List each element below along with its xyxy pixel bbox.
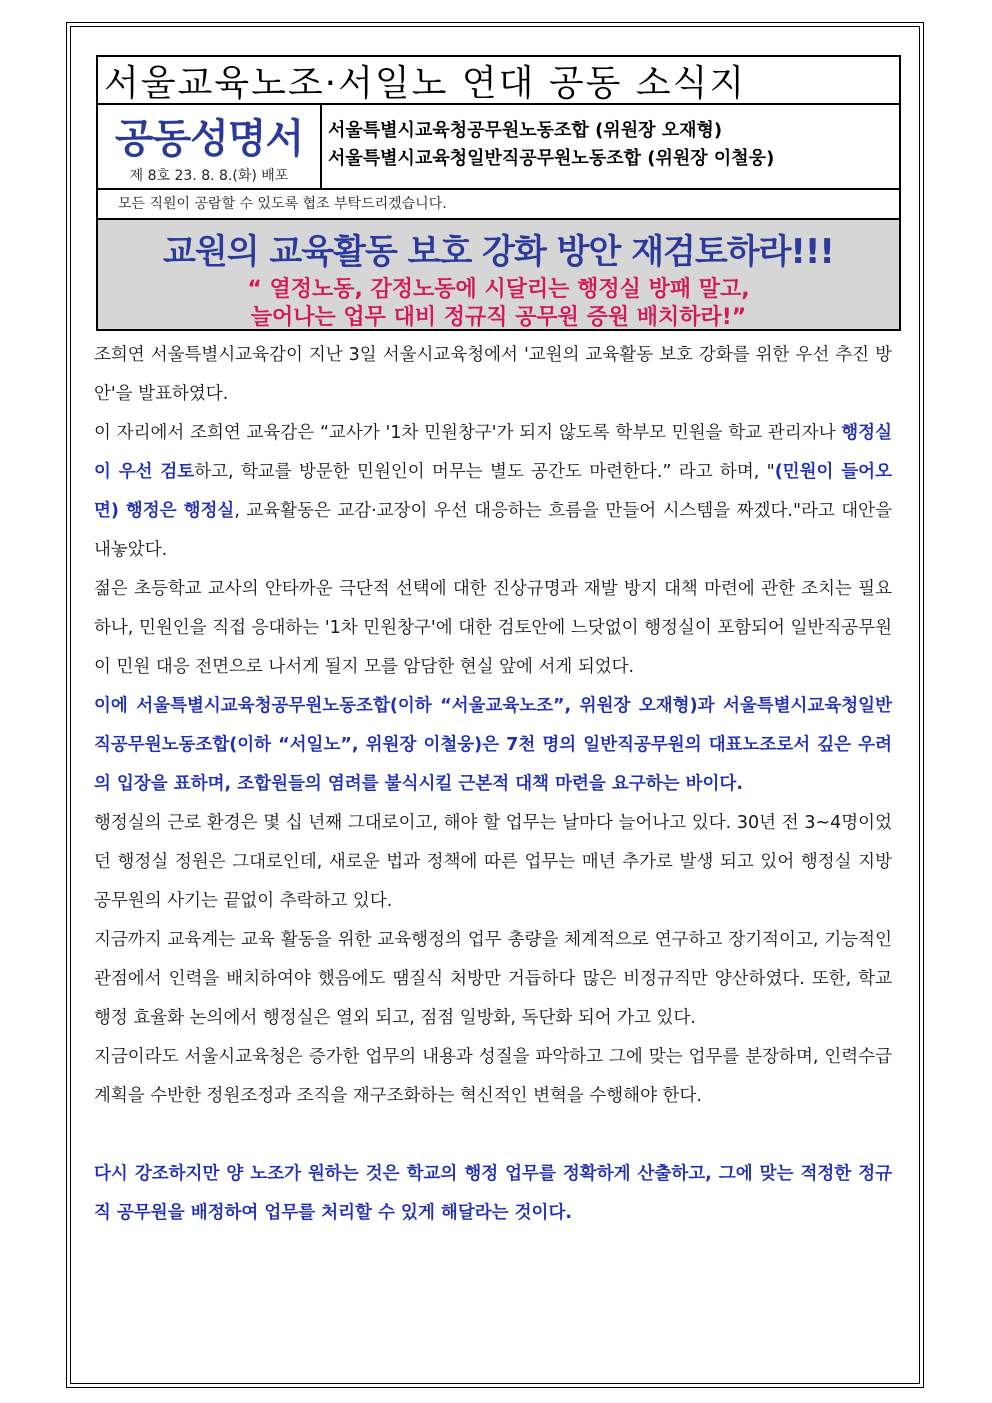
issue-info: 제 8호 23. 8. 8.(화) 배포 <box>129 168 289 184</box>
paragraph-2-part-1: 이 자리에서 조희연 교육감은 “교사가 '1차 민원창구'가 되지 않도록 학부모 민원을 학교 관리자나 <box>94 423 842 443</box>
paragraph-2-part-2: 하고, 학교를 방문한 민원인이 머무는 별도 공간도 마련한다.” 라고 하며, " <box>194 462 775 482</box>
statement-title: 공동성명서 <box>114 116 304 162</box>
paragraph-7: 지금이라도 서울시교육청은 증가한 업무의 내용과 성질을 파악하고 그에 맞는 업무를 분장하며, 인력수급계획을 수반한 정원조정과 조직을 재구조화하는 혁신적인 변혁을 수행해야 한다. <box>94 1047 892 1106</box>
paragraph-4-highlight: 이에 서울특별시교육청공무원노동조합(이하 “서울교육노조”, 위원장 오재형)과 서울특별시교육청일반직공무원노동조합(이하 “서일노”, 위원장 이철웅)은 7천 명의 일반직공무원의 대표노조로서 깊은 우려의 입장을 표하며, 조합원들의 염려를 불식시킬 근본적 대책 마련을 요구하는 바이다. <box>94 696 892 794</box>
headline-box <box>98 220 899 329</box>
paragraph-1: 조희연 서울특별시교육감이 지난 3일 서울시교육청에서 '교원의 교육활동 보호 강화를 위한 우선 추진 방안'을 발표하였다. <box>94 345 892 404</box>
closing-paragraph: 다시 강조하지만 양 노조가 원하는 것은 학교의 행정 업무를 정확하게 산출하고, 그에 맞는 적정한 정규직 공무원을 배정하여 업무를 처리할 수 있게 해달라는 것이다. <box>94 1164 892 1223</box>
union-name-1: 서울특별시교육청공무원노동조합 (위원장 오재형) <box>328 120 723 141</box>
newsletter-header <box>96 55 901 331</box>
paragraph-2-part-3: , 교육활동은 교감·교장이 우선 대응하는 흐름을 만들어 시스템을 짜겠다."라고 대안을 내놓았다. <box>94 501 892 560</box>
spacer <box>94 1116 892 1155</box>
paragraph-5: 행정실의 근로 환경은 몇 십 년째 그대로이고, 해야 할 업무는 날마다 늘어나고 있다. 30년 전 3~4명이었던 행정실 정원은 그대로인데, 새로운 법과 정책에 따른 업무는 매년 추가로 발생 되고 있어 행정실 지방공무원의 사기는 끝없이 추락하고 있다. <box>94 813 892 911</box>
paragraph-2-highlight-1: 행정실이 우선 검토 <box>94 423 892 482</box>
notice-text: 모든 직원이 공람할 수 있도록 협조 부탁드리겠습니다. <box>98 190 899 220</box>
paragraph-3: 젊은 초등학교 교사의 안타까운 극단적 선택에 대한 진상규명과 재발 방지 대책 마련에 관한 조치는 필요하나, 민원인을 직접 응대하는 '1차 민원창구'에 대한 검토안에 느닷없이 행정실이 포함되어 일반직공무원이 민원 대응 전면으로 나서게 될지 모를 암담한 현실 앞에 서게 되었다. <box>94 579 892 677</box>
subheadline-2: 늘어나는 업무 대비 정규직 공무원 증원 배치하라!” <box>250 305 747 330</box>
masthead-text: 서울교육노조·서일노 연대 공동 소식지 <box>104 62 747 104</box>
headline: 교원의 교육활동 보호 강화 방안 재검토하라!!! <box>163 232 834 272</box>
union-name-2: 서울특별시교육청일반직공무원노동조합 (위원장 이철웅) <box>328 148 775 169</box>
unions-box <box>322 105 899 190</box>
paragraph-6: 지금까지 교육계는 교육 활동을 위한 교육행정의 업무 총량을 체계적으로 연구하고 장기적이고, 기능적인 관점에서 인력을 배치하여야 했음에도 땜질식 처방만 거듭하다 많은 비정규직만 양산하였다. 또한, 학교 행정 효율화 논의에서 행정실은 열외 되고, 점점 일방화, 독단화 되어 가고 있다. <box>94 930 892 1028</box>
masthead-title <box>98 57 899 105</box>
statement-body <box>94 336 892 1233</box>
paragraph-2 <box>94 414 892 570</box>
paragraph-2-highlight-2: (민원이 들어오면) 행정은 행정실 <box>94 462 892 521</box>
statement-box <box>98 105 322 190</box>
subheadline-1: “ 열정노동, 감정노동에 시달리는 행정실 방패 말고, <box>247 277 750 302</box>
